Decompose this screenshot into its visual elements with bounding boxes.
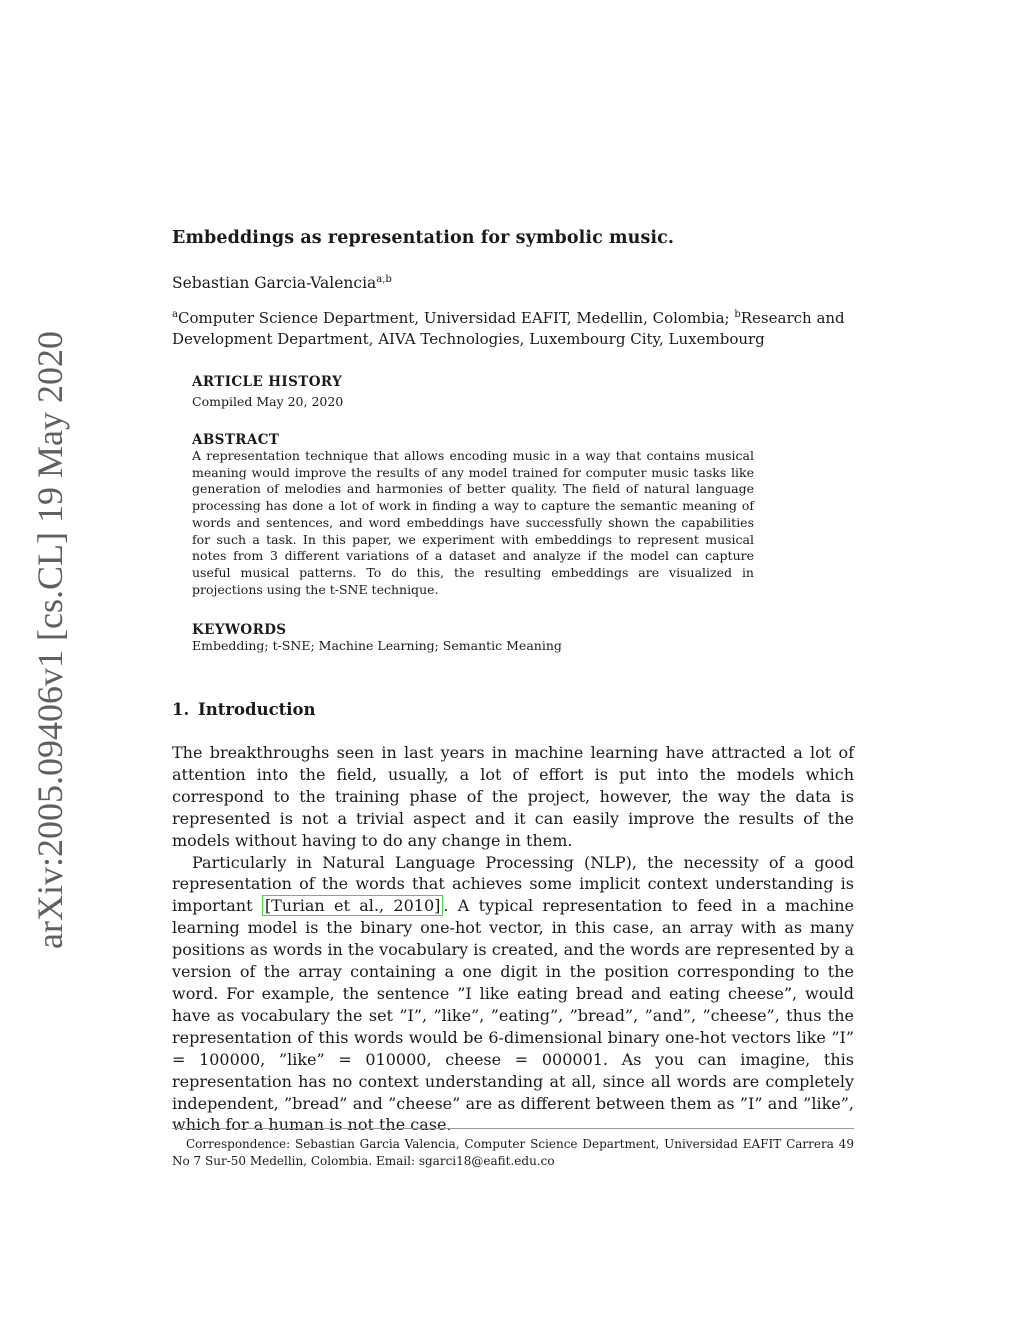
affiliation-b: Research and Development Department, AIVA Technologies, Luxembourg City, Luxembourg [172,309,845,348]
article-history [192,374,754,411]
arxiv-identifier: arXiv:2005.09406v1 [cs.CL] 19 May 2020 [30,331,70,949]
affiliation-mark-a: a [172,309,178,320]
section-heading [172,700,316,719]
section-number: 1. [172,700,190,719]
paragraph-1: The breakthroughs seen in last years in machine learning have attracted a lot of attention into the field, usually, a lot of effort is put into the models which correspond to the training phase of the project, however, the way the data is represented is not a trivial aspect and it can easily improve the results of the models without having to do any change in them. [172,743,854,850]
article-history-text: Compiled May 20, 2020 [192,394,344,409]
affiliations [172,304,854,350]
author-line [172,274,392,292]
paper-title: Embeddings as representation for symbolic music. [172,228,675,248]
keywords-heading: KEYWORDS [192,622,287,638]
paragraph-2-start: Particularly in Natural Language Processing (NLP), the necessity of a good representation of the words that achieves some implicit context understanding is important [172,852,854,916]
body-text [172,742,854,1136]
article-history-heading: ARTICLE HISTORY [192,374,343,390]
paragraph-2 [172,852,854,1137]
abstract-heading: ABSTRACT [192,432,280,448]
footnote: Correspondence: Sebastian Garcia Valencia, Computer Science Department, Universidad EAFIT Carrera 49 No 7 Sur-50 Medellin, Colombia. Email: sgarci18@eafit.edu.co [172,1137,854,1168]
keywords [192,622,754,655]
citation-link[interactable]: [Turian et al., 2010] [262,895,444,916]
affiliation-a: Computer Science Department, Universidad EAFIT, Medellin, Colombia; [177,309,735,327]
keywords-text: Embedding; t-SNE; Machine Learning; Semantic Meaning [192,638,562,653]
abstract [192,432,754,598]
footnote-divider [172,1128,854,1129]
affiliation-mark-b: b [734,309,741,320]
abstract-text: A representation technique that allows encoding music in a way that contains musical meaning would improve the results of any model trained for computer music tasks like generation of melodies and harmonies of better quality. The field of natural language processing has done a lot of work in finding a way to capture the semantic meaning of words and sentences, and word embeddings have successfully shown the capabilities for such a task. In this paper, we experiment with embeddings to represent musical notes from 3 different variations of a dataset and analyze if the model can capture useful musical patterns. To do this, the resulting embeddings are visualized in projections using the t-SNE technique. [192,448,754,597]
section-title: Introduction [198,700,316,719]
author-affiliation-marks: a,b [376,274,392,285]
author-name: Sebastian Garcia-Valencia [172,274,377,292]
paragraph-2-rest: . A typical representation to feed in a machine learning model is the binary one-hot vector, in this case, an array with as many positions as words in the vocabulary is created, and the words are represented by a version of the array containing a one digit in the position corresponding to the word. For example, the sentence ”I like eating bread and eating cheese”, would have as vocabulary the set ”I”, ”like”, ”eating”, ”bread”, ”and”, ”cheese”, thus the representation of this words would be 6-dimensional binary one-hot vectors like ”I” = 100000, ”like” = 010000, cheese = 000001. As you can imagine, this representation has no context understanding at all, since all words are completely independent, ”bread” and ”cheese” are as different between them as ”I” and ”like”, which for a human is not the case. [172,896,855,1135]
